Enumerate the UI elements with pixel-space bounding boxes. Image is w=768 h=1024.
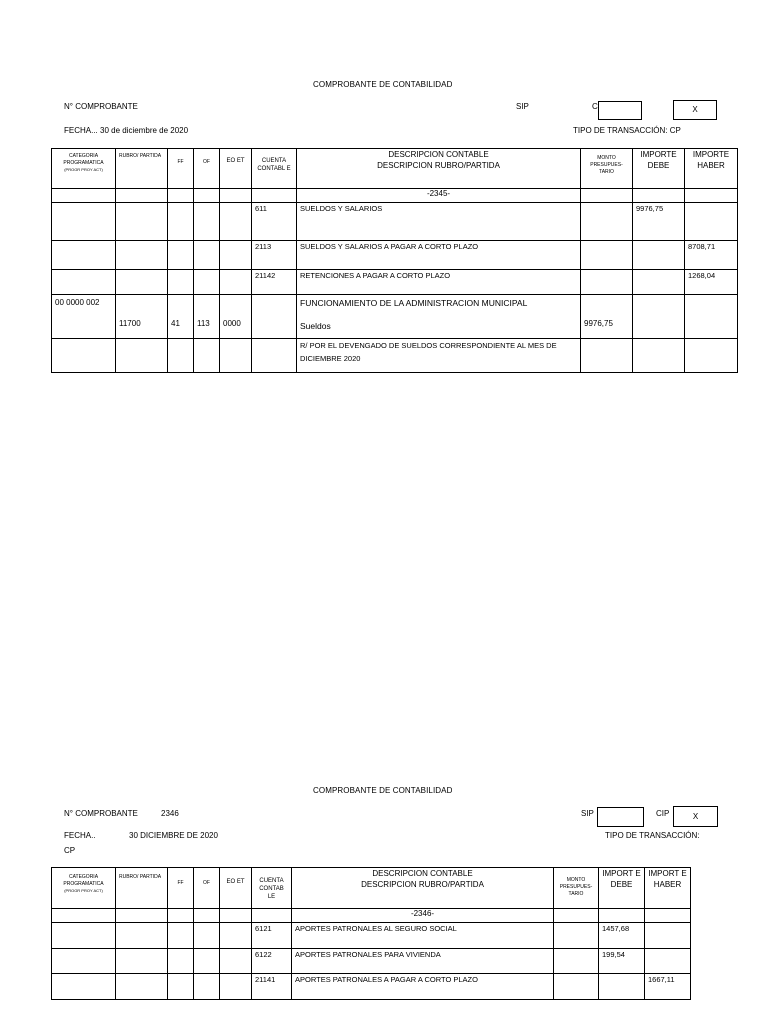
voucher1-budget-row xyxy=(52,295,738,339)
voucher1-ref-row xyxy=(52,189,738,203)
voucher2-number-value: 2346 xyxy=(161,809,179,818)
header-haber: IMPORTE HABER xyxy=(685,149,738,189)
table-row xyxy=(52,241,738,270)
table-row xyxy=(52,949,691,974)
header-cuenta: CUENTA CONTAB LE xyxy=(252,868,292,909)
voucher2-sip-box[interactable] xyxy=(597,807,644,827)
budget-ff: 41 xyxy=(168,295,194,339)
haber-cell xyxy=(645,923,691,949)
voucher1-transaction-type: TIPO DE TRANSACCIÓN: CP xyxy=(573,126,681,135)
header-categoria: CATEGORIA PROGRAMATICA (PROGR PROY ACT) xyxy=(52,149,116,189)
header-monto: MONTO PRESUPUES- TARIO xyxy=(581,149,633,189)
budget-categoria: 00 0000 002 xyxy=(52,295,116,339)
header-eo: EO ET xyxy=(220,868,252,909)
haber-cell: 1667,11 xyxy=(645,974,691,1000)
debe-cell: 9976,75 xyxy=(633,203,685,241)
voucher2-ref: -2346- xyxy=(292,909,554,923)
table-row xyxy=(52,203,738,241)
voucher2-cip-mark: X xyxy=(692,812,699,821)
voucher2-ref-row xyxy=(52,909,691,923)
header-haber: IMPORT E HABER xyxy=(645,868,691,909)
desc-cell: SUELDOS Y SALARIOS xyxy=(297,203,581,241)
cuenta-cell: 2113 xyxy=(252,241,297,270)
header-of: OF xyxy=(194,149,220,189)
header-monto: MONTO PRESUPUES- TARIO xyxy=(554,868,599,909)
voucher1-note-row xyxy=(52,339,738,373)
voucher2-date-label: FECHA.. xyxy=(64,831,96,840)
desc-cell: RETENCIONES A PAGAR A CORTO PLAZO xyxy=(297,270,581,295)
voucher2-sip-label: SIP xyxy=(581,809,594,818)
debe-cell: 1457,68 xyxy=(599,923,645,949)
header-ff: FF xyxy=(168,868,194,909)
header-eo: EO ET xyxy=(220,149,252,189)
header-descripcion: DESCRIPCION CONTABLE DESCRIPCION RUBRO/PARTIDA xyxy=(292,868,554,909)
voucher1-ref: -2345- xyxy=(297,189,581,203)
header-of: OF xyxy=(194,868,220,909)
voucher2-header-row xyxy=(52,868,691,909)
voucher2-transaction-type: TIPO DE TRANSACCIÓN: xyxy=(605,831,700,840)
table-row xyxy=(52,923,691,949)
budget-of: 113 xyxy=(194,295,220,339)
haber-cell xyxy=(645,949,691,974)
debe-cell xyxy=(633,241,685,270)
voucher1-sip-label: SIP xyxy=(516,102,529,111)
header-descripcion: DESCRIPCION CONTABLE DESCRIPCION RUBRO/PARTIDA xyxy=(297,149,581,189)
desc-cell: SUELDOS Y SALARIOS A PAGAR A CORTO PLAZO xyxy=(297,241,581,270)
voucher1-note: R/ POR EL DEVENGADO DE SUELDOS CORRESPONDIENTE AL MES DE DICIEMBRE 2020 xyxy=(297,339,581,373)
voucher1-header-row xyxy=(52,149,738,189)
voucher1-sip-box[interactable] xyxy=(598,101,642,120)
voucher1-title: COMPROBANTE DE CONTABILIDAD xyxy=(313,80,453,89)
cuenta-cell: 6122 xyxy=(252,949,292,974)
voucher1-number-label: N° COMPROBANTE xyxy=(64,102,138,111)
voucher1-date: FECHA... 30 de diciembre de 2020 xyxy=(64,126,189,135)
debe-cell xyxy=(633,270,685,295)
voucher2-cip-label: CIP xyxy=(656,809,670,818)
haber-cell: 1268,04 xyxy=(685,270,738,295)
header-rubro: RUBRO/ PARTIDA xyxy=(116,868,168,909)
haber-cell xyxy=(685,203,738,241)
voucher2-table xyxy=(51,867,691,1000)
budget-program: FUNCIONAMIENTO DE LA ADMINISTRACION MUNICIPAL xyxy=(300,298,528,308)
debe-cell: 199,54 xyxy=(599,949,645,974)
header-debe: IMPORT E DEBE xyxy=(599,868,645,909)
budget-item: Sueldos xyxy=(300,321,331,332)
header-rubro: RUBRO/ PARTIDA xyxy=(116,149,168,189)
table-row xyxy=(52,270,738,295)
voucher1-cip-mark: X xyxy=(692,105,698,114)
header-cuenta: CUENTA CONTABL E xyxy=(252,149,297,189)
budget-monto: 9976,75 xyxy=(581,295,633,339)
cuenta-cell: 21141 xyxy=(252,974,292,1000)
cuenta-cell: 611 xyxy=(252,203,297,241)
voucher2-transaction-type-value: CP xyxy=(64,846,76,855)
voucher2-number-label: N° COMPROBANTE xyxy=(64,809,138,818)
debe-cell xyxy=(599,974,645,1000)
header-categoria: CATEGORIA PROGRAMATICA (PROGR PROY ACT) xyxy=(52,868,116,909)
voucher1-table xyxy=(51,148,738,373)
voucher2-cip-box[interactable] xyxy=(673,806,718,827)
cuenta-cell: 6121 xyxy=(252,923,292,949)
header-debe: IMPORTE DEBE xyxy=(633,149,685,189)
budget-eo: 0000 xyxy=(220,295,252,339)
budget-rubro: 11700 xyxy=(116,295,168,339)
header-ff: FF xyxy=(168,149,194,189)
desc-cell: APORTES PATRONALES PARA VIVIENDA xyxy=(292,949,554,974)
voucher1-cip-label: C xyxy=(592,102,598,111)
desc-cell: APORTES PATRONALES A PAGAR A CORTO PLAZO xyxy=(292,974,554,1000)
desc-cell: APORTES PATRONALES AL SEGURO SOCIAL xyxy=(292,923,554,949)
table-row xyxy=(52,974,691,1000)
voucher2-date-value: 30 DICIEMBRE DE 2020 xyxy=(129,831,218,840)
budget-desc xyxy=(297,295,581,339)
voucher2-title: COMPROBANTE DE CONTABILIDAD xyxy=(313,786,453,795)
haber-cell: 8708,71 xyxy=(685,241,738,270)
cuenta-cell: 21142 xyxy=(252,270,297,295)
voucher1-cip-box[interactable] xyxy=(673,100,717,120)
